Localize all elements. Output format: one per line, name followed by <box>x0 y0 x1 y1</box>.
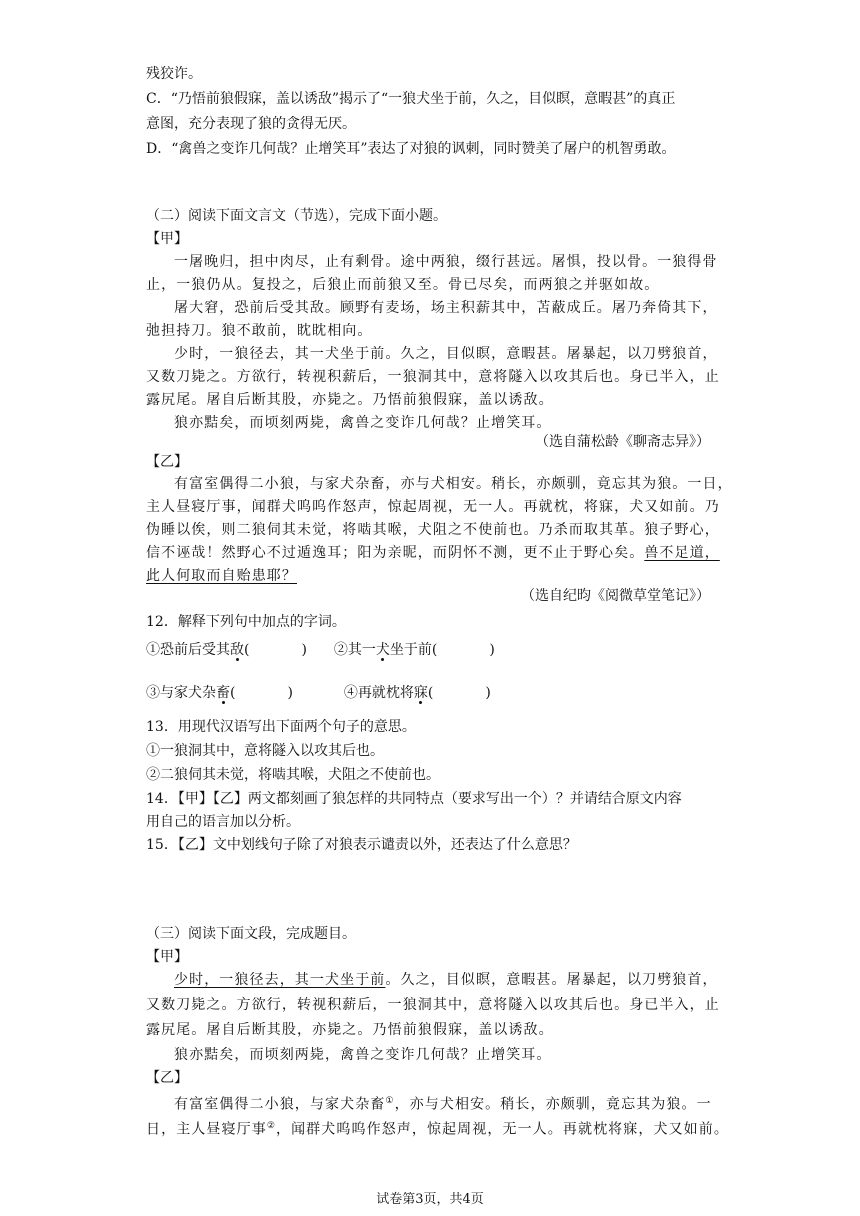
yi-line-2: 主人昼寝厅事，闻群犬呜呜作怒声，惊起周视，无一人。再就枕，将寐，犬又如前。乃 <box>146 499 720 515</box>
q12-item-3-dot-word: 畜 <box>216 685 230 701</box>
s3-jia-line-1: 少时，一狼径去，其一犬坐于前。久之，目似瞑，意暇甚。屠暴起，以刀劈狼首， <box>174 972 718 988</box>
footnote-1-marker: ① <box>385 1096 395 1106</box>
yi-line-3: 伪睡以俟，则二狼伺其未觉，将啮其喉，犬阻之不使前也。乃杀而取其革。狼子野心， <box>146 522 720 538</box>
s3-jia-underlined: 少时，一狼径去，其一犬坐于前 <box>174 972 386 988</box>
section3-yi-label: 【乙】 <box>146 1070 188 1086</box>
yi-line-1: 有富室偶得二小狼，与家犬杂畜，亦与犬相安。稍长，亦颇驯，竟忘其为狼。一日， <box>174 476 733 492</box>
s3-jia-line-4: 狼亦黠矣，而顷刻两毙，禽兽之变诈几何哉？止增笑耳。 <box>174 1047 552 1063</box>
jia-line-3: 屠大窘，恐前后受其敌。顾野有麦场，场主积薪其中，苫蔽成丘。屠乃奔倚其下， <box>174 300 718 316</box>
q12-row-1 <box>146 640 726 660</box>
q13-sentence-2: ②二狼伺其未觉，将啮其喉，犬阻之不使前也。 <box>146 767 440 783</box>
jia-line-1: 一屠晚归，担中肉尽，止有剩骨。途中两狼，缀行甚远。屠惧，投以骨。一狼得骨 <box>174 254 718 270</box>
yi-source: （选自纪昀《阅微草堂笔记》） <box>521 588 710 604</box>
section2-yi-label: 【乙】 <box>146 454 188 470</box>
q12-item-4-dot-word: 寐 <box>413 685 428 701</box>
s3-jia-line-3: 露尻尾。屠自后断其股，亦毙之。乃悟前狼假寐，盖以诱敌。 <box>146 1022 554 1038</box>
q12-item-1-dot-word: 敌 <box>230 642 244 658</box>
q13-sentence-1: ①一狼洞其中，意将隧入以攻其后也。 <box>146 743 384 759</box>
q12-item-4: ④再就枕将寐( ) <box>343 685 491 701</box>
section3-jia-label: 【甲】 <box>146 949 188 965</box>
q12-item-2-dot-word: 犬 <box>375 642 390 658</box>
option-b-tail: 残狡诈。 <box>146 66 202 82</box>
q14-line-2: 用自己的语言加以分析。 <box>146 814 300 830</box>
option-c-line1: C．“乃悟前狼假寐，盖以诱敌”揭示了“一狼犬坐于前，久之，目似瞑，意暇甚”的真正 <box>146 91 676 107</box>
q15: 15．【乙】文中划线句子除了对狼表示谴责以外，还表达了什么意思？ <box>146 837 577 853</box>
jia-line-6: 又数刀毙之。方欲行，转视积薪后，一狼洞其中，意将隧入以攻其后也。身已半入，止 <box>146 369 720 385</box>
jia-line-8: 狼亦黠矣，而顷刻两毙，禽兽之变诈几何哉？止增笑耳。 <box>174 415 552 431</box>
q13-stem: 13．用现代汉语写出下面两个句子的意思。 <box>146 719 416 735</box>
jia-source: （选自蒲松龄《聊斋志异》） <box>535 434 710 450</box>
section3-heading: （三）阅读下面文段，完成题目。 <box>146 926 356 942</box>
q12-item-1: ①恐前后受其敌( ) <box>146 642 307 658</box>
section2-jia-label: 【甲】 <box>146 231 188 247</box>
page-footer: 试卷第3页，共4页 <box>376 1192 484 1207</box>
q12-row-2 <box>146 683 726 703</box>
yi-line-4-text: 信不诬哉！然野心不过遁逸耳；阳为亲昵，而阴怀不测，更不止于野心矣。 <box>146 545 645 561</box>
q12-item-3: ③与家犬杂畜( ) <box>146 685 293 701</box>
yi-line-5 <box>146 566 726 586</box>
jia-line-4: 弛担持刀。狼不敢前，眈眈相向。 <box>146 323 373 339</box>
section2-heading: （二）阅读下面文言文（节选），完成下面小题。 <box>146 208 447 224</box>
q12-stem: 12．解释下列句中加点的字词。 <box>146 614 346 630</box>
q12-item-2: ②其一犬坐于前( ) <box>333 642 495 658</box>
s3-jia-line-2: 又数刀毙之。方欲行，转视积薪后，一狼洞其中，意将隧入以攻其后也。身已半入，止 <box>146 997 720 1013</box>
jia-line-7: 露尻尾。屠自后断其股，亦毙之。乃悟前狼假寐，盖以诱敌。 <box>146 392 554 408</box>
q14-line-1: 14．【甲】【乙】两文都刻画了狼怎样的共同特点（要求写出一个）？并请结合原文内容 <box>146 791 682 807</box>
yi-underlined-a: 兽不足道， <box>644 545 720 561</box>
yi-line-4 <box>146 543 726 563</box>
footnote-2-marker: ② <box>266 1121 276 1131</box>
jia-line-5: 少时，一狼径去，其一犬坐于前。久之，目似瞑，意暇甚。屠暴起，以刀劈狼首， <box>174 346 718 362</box>
s3-yi-line-1: 有富室偶得二小狼，与家犬杂畜①，亦与犬相安。稍长，亦颇驯，竟忘其为狼。一 <box>174 1096 712 1113</box>
s3-yi-line-2: 日，主人昼寝厅事②，闻群犬呜呜作怒声，惊起周视，无一人。再就枕将寐，犬又如前。 <box>146 1121 729 1138</box>
option-c-line2: 意图，充分表现了狼的贪得无厌。 <box>146 116 356 132</box>
yi-underlined-b: 此人何取而自贻患耶？ <box>146 568 297 584</box>
jia-line-2: 止，一狼仍从。复投之，后狼止而前狼又至。骨已尽矣，而两狼之并驱如故。 <box>146 277 660 293</box>
option-d: D．“禽兽之变诈几何哉？止增笑耳”表达了对狼的讽刺，同时赞美了屠户的机智勇敢。 <box>146 141 676 157</box>
